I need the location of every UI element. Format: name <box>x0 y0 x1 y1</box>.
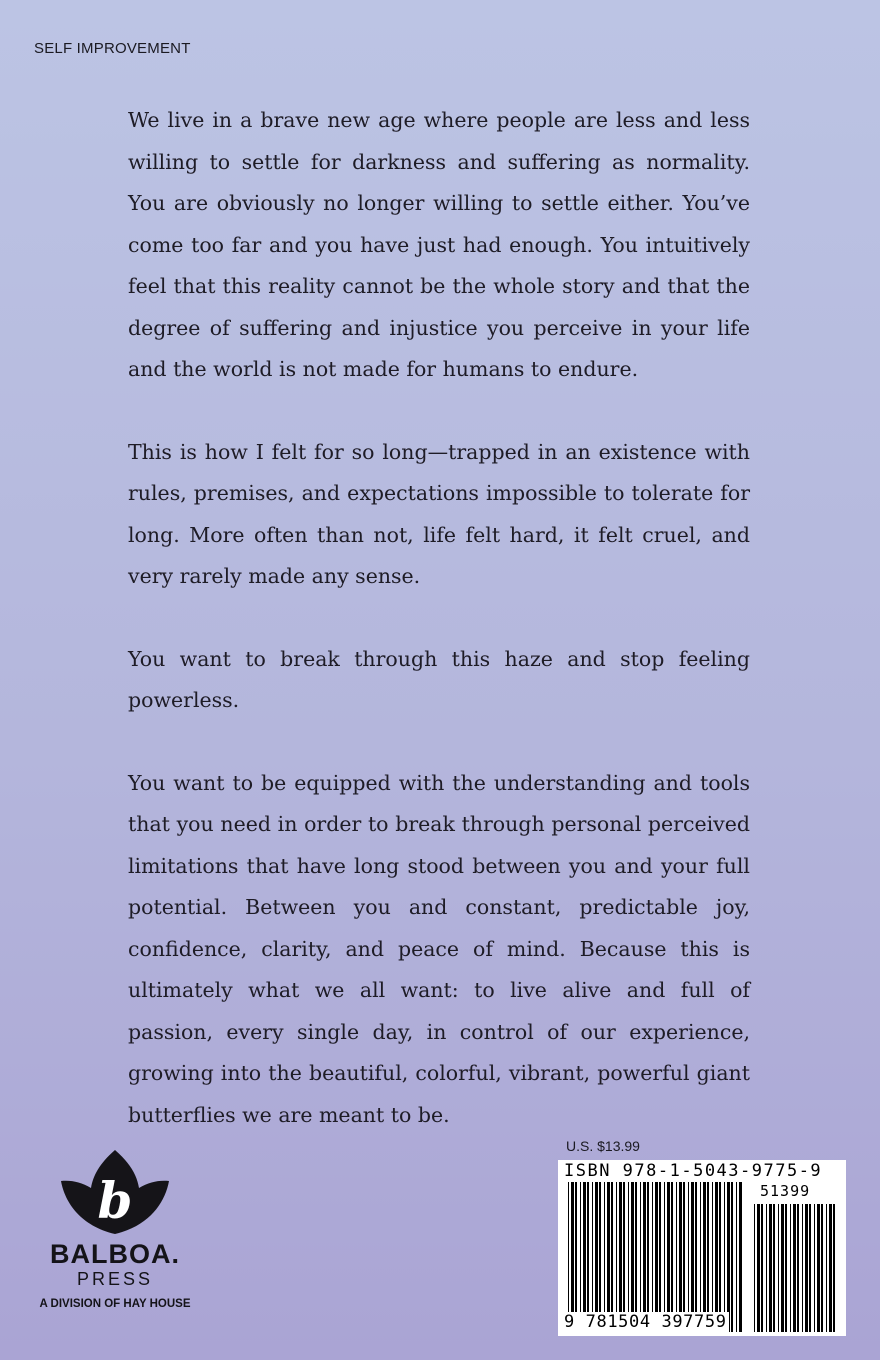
barcode-bar <box>587 1182 589 1332</box>
barcode-bar <box>623 1182 625 1332</box>
barcode-bar <box>676 1182 677 1332</box>
barcode-bar <box>731 1182 733 1332</box>
barcode-bar <box>628 1182 629 1332</box>
price-label: U.S. $13.99 <box>566 1138 640 1154</box>
barcode-bar <box>568 1182 569 1332</box>
barcode-bar <box>683 1182 685 1332</box>
barcode-bar <box>761 1204 763 1332</box>
barcode-bar <box>695 1182 697 1332</box>
publisher-imprint: PRESS <box>76 1269 154 1289</box>
barcode-digits: 9 781504 397759 <box>564 1312 727 1332</box>
barcode-bar <box>575 1182 577 1332</box>
barcode-bar <box>655 1182 658 1332</box>
barcode-bar <box>659 1182 661 1332</box>
barcode-bar <box>739 1182 742 1332</box>
barcode-bar <box>797 1204 799 1332</box>
barcode-bar <box>643 1182 646 1332</box>
barcode-bar <box>829 1204 832 1332</box>
blurb-paragraph: You want to break through this haze and stop feeling powerless. <box>128 646 750 712</box>
barcode-bar <box>785 1204 787 1332</box>
barcode-bar <box>754 1204 755 1332</box>
barcode-bar <box>664 1182 665 1332</box>
barcode-bar <box>640 1182 641 1332</box>
barcode-bar <box>793 1204 796 1332</box>
barcode-bar <box>766 1204 767 1332</box>
barcode-bar <box>688 1182 689 1332</box>
barcode-bar <box>703 1182 706 1332</box>
barcode-bar <box>671 1182 673 1332</box>
barcode-bar <box>790 1204 791 1332</box>
isbn-addon-code: 51399 <box>760 1182 811 1200</box>
barcode-bar <box>604 1182 605 1332</box>
barcode-bar <box>619 1182 622 1332</box>
barcode-bar <box>727 1182 730 1332</box>
back-cover-blurb <box>128 100 750 1136</box>
blurb-paragraph: You want to be equipped with the understanding and tools that you need in order to break through personal perceived limitations that have long stood between you and your full potential. Between you and constant, predictable joy, confidence, clarity, and peace of mind. Because this is ultimately what we all want: to live alive and full of passion, every single day, in control of our experience, growing into the beautiful, colorful, vibrant, powerful giant butterflies we are meant to be. <box>128 770 750 1127</box>
barcode-bar <box>631 1182 634 1332</box>
barcode-bar <box>583 1182 586 1332</box>
isbn-number: ISBN 978-1-5043-9775-9 <box>564 1161 823 1181</box>
barcode-bar <box>679 1182 682 1332</box>
barcode-bar <box>833 1204 835 1332</box>
barcode-bar <box>781 1204 784 1332</box>
barcode-bar <box>667 1182 670 1332</box>
barcode-bar <box>607 1182 610 1332</box>
barcode-bar <box>769 1204 772 1332</box>
publisher-logo <box>30 1148 200 1310</box>
category-label: SELF IMPROVEMENT <box>34 40 191 57</box>
barcode-bar <box>700 1182 701 1332</box>
lotus-icon <box>59 1148 171 1236</box>
barcode-bar <box>571 1182 574 1332</box>
blurb-paragraph: We live in a brave new age where people are less and less willing to settle for darkness and suffering as normality. You are obviously no longer willing to settle either. You’ve come too far and you have just had enough. You intuitively feel that this reality cannot be the whole story and that the degree of suffering and injustice you perceive in your life and the world is not made for humans to endure. <box>128 108 750 381</box>
barcode-bar <box>647 1182 649 1332</box>
barcode-bar <box>724 1182 725 1332</box>
publisher-name: BALBOA. <box>50 1239 180 1269</box>
barcode-bar <box>821 1204 823 1332</box>
barcode-bar <box>805 1204 808 1332</box>
barcode-bar <box>707 1182 709 1332</box>
barcode-bar <box>712 1182 713 1332</box>
barcode-bar <box>773 1204 775 1332</box>
barcode-bar <box>611 1182 613 1332</box>
barcode-bar <box>826 1204 827 1332</box>
barcode-bar <box>809 1204 811 1332</box>
publisher-division: A DIVISION OF HAY HOUSE <box>39 1298 191 1310</box>
barcode-bar <box>814 1204 815 1332</box>
barcode-bar <box>580 1182 581 1332</box>
barcode-bar <box>652 1182 653 1332</box>
isbn-barcode <box>558 1160 846 1336</box>
barcode-bar <box>595 1182 598 1332</box>
barcode-bar <box>802 1204 803 1332</box>
barcode-bar <box>599 1182 601 1332</box>
barcode-bar <box>757 1204 760 1332</box>
logo-letter: b <box>97 1171 133 1230</box>
barcode-bar <box>715 1182 718 1332</box>
barcode-bar <box>592 1182 593 1332</box>
blurb-paragraph: This is how I felt for so long—trapped in an existence with rules, premises, and expectations impossible to tolerate for long. More often than not, life felt hard, it felt cruel, and very rarely made any sense. <box>128 439 750 588</box>
barcode-bar <box>635 1182 637 1332</box>
barcode-bar <box>691 1182 694 1332</box>
barcode-bar <box>616 1182 617 1332</box>
barcode-bar <box>719 1182 721 1332</box>
barcode-bar <box>778 1204 779 1332</box>
barcode-bar <box>736 1182 737 1332</box>
barcode-bar <box>817 1204 820 1332</box>
